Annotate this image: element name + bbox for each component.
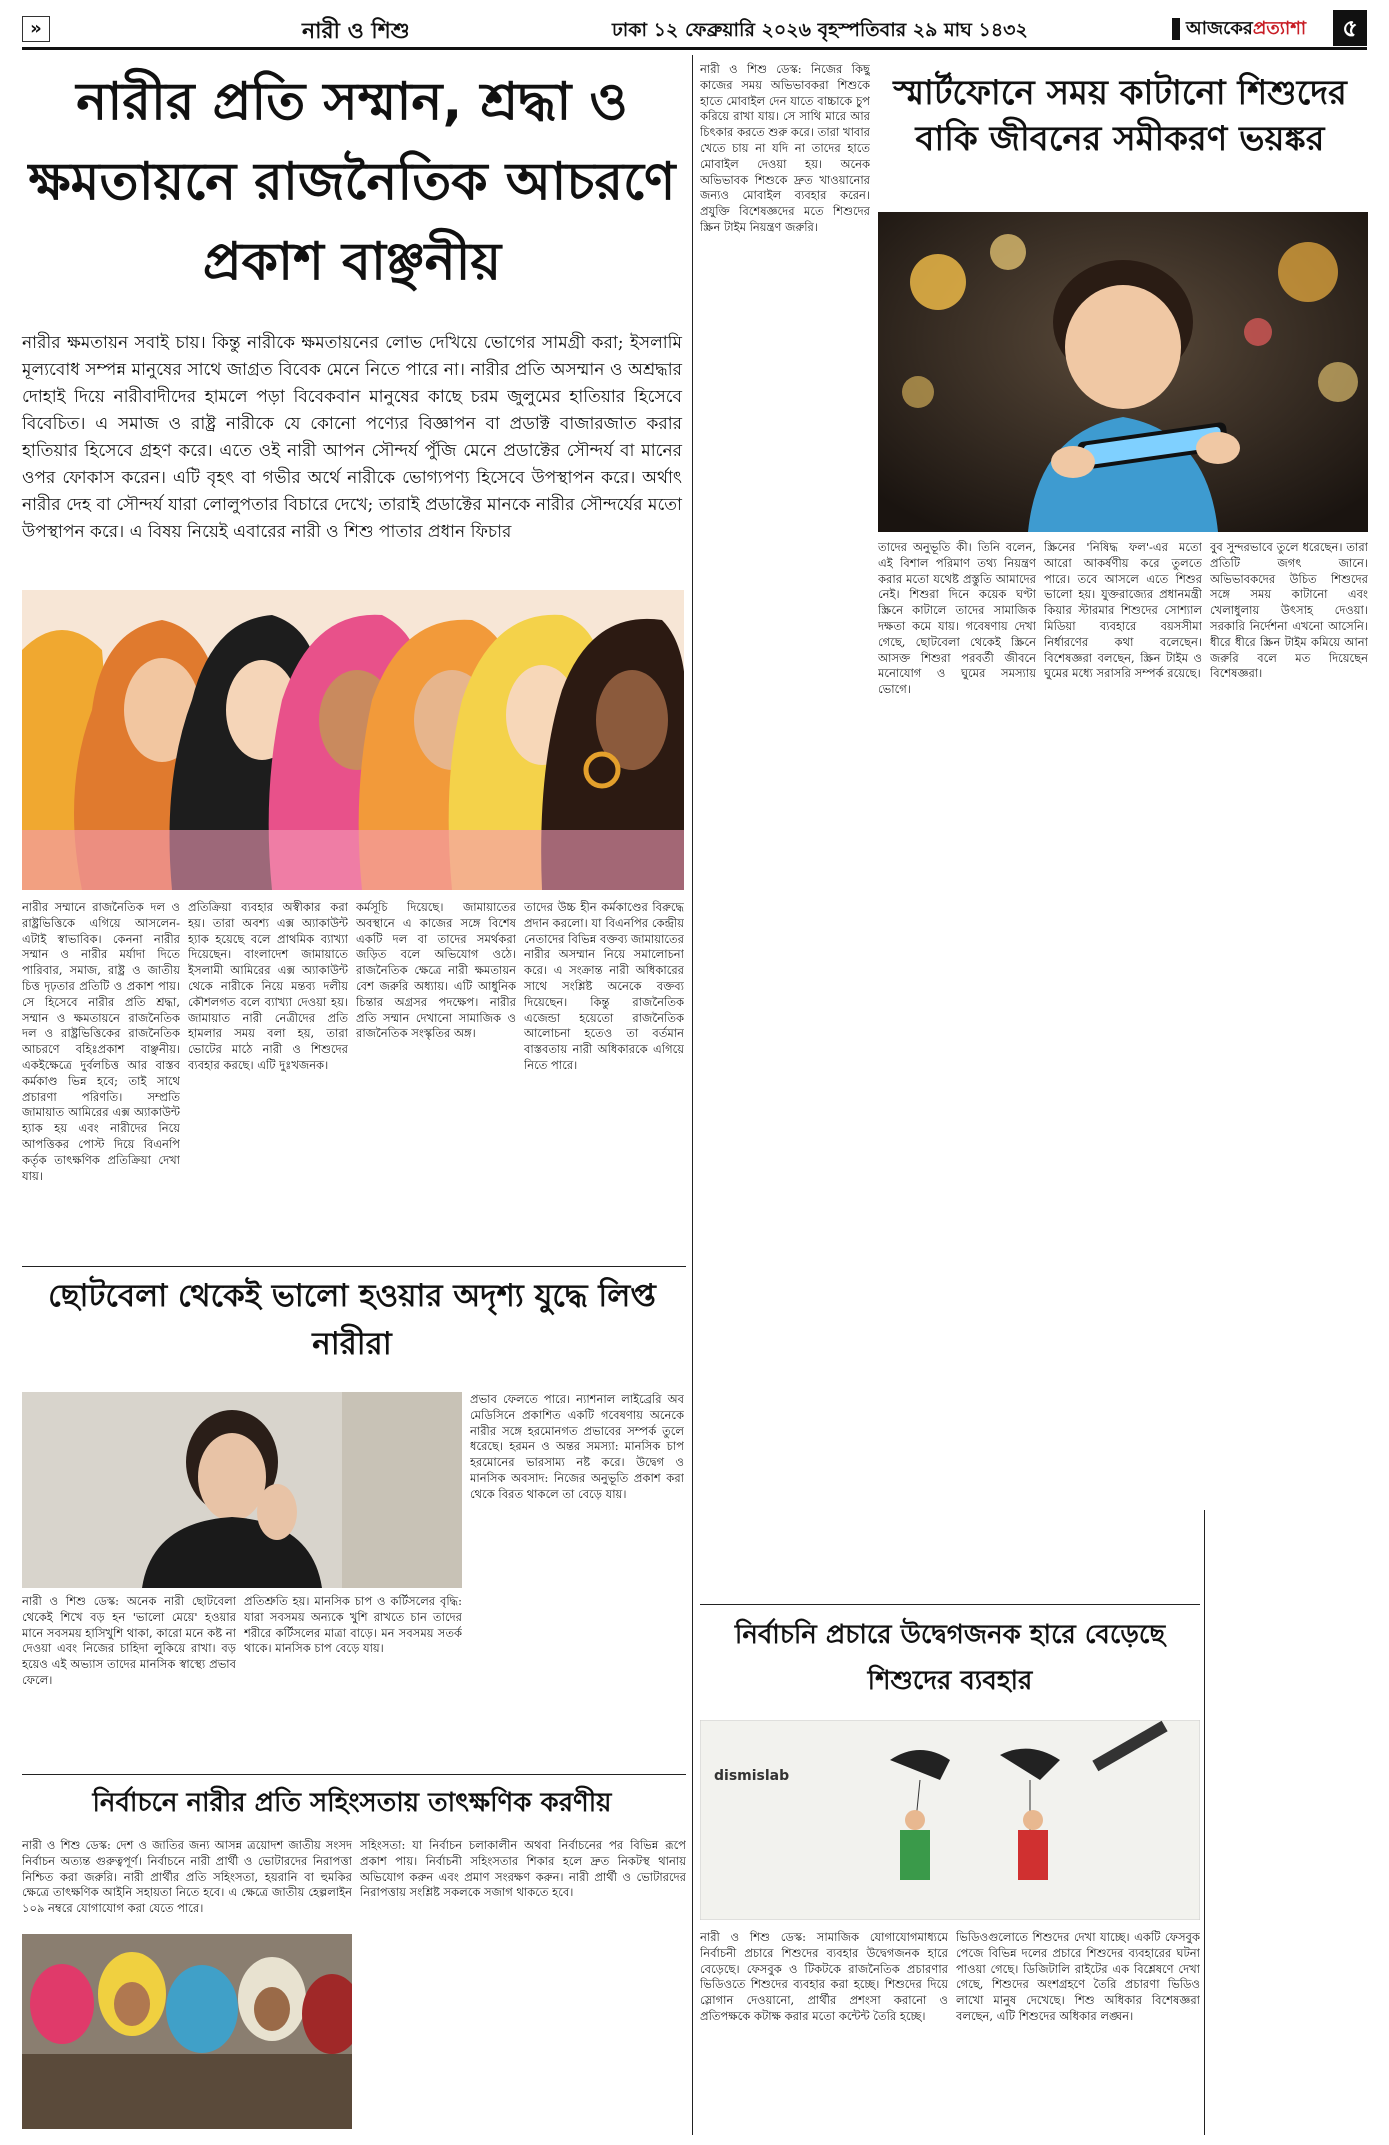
violence-text-2: সহিংসতা: যা নির্বাচন চলাকালীন অথবা নির্বাচনের পর বিভিন্ন রূপে প্রকাশ পায়। নির্বাচনী সহিংসতার শিকার হলে দ্রুত নিকটস্থ থানায় অভিযোগ করুন এবং প্রমাণ সংরক্ষণ করুন। নারী প্রার্থী ও ভোটারদের নিরাপত্তায় সংশ্লিষ্ট সকলকে সজাগ থাকতে হবে। <box>360 1838 686 1900</box>
lead-col-2: প্রতিক্রিয়া ব্যবহার অস্বীকার করা হয়। তারা অবশ্য এক্স অ্যাকাউন্ট হ্যাক হয়েছে বলে প্রাথমিক ব্যাখ্যা দিয়েছেন। বাংলাদেশ জামায়াতে ইসলামী আমিরের এক্স অ্যাকাউন্ট থেকে নারীকে নিয়ে মন্তব্য দলীয় কৌশলগত বলে ব্যাখ্যা দেওয়া হয়। জামায়াত নারী নেত্রীদের প্রতি হামলার সময় বলা হয়, তারা ভোটের মাঠে নারী ও শিশুদের ব্যবহার করছে। এটি দুঃখজনক। <box>188 900 348 1072</box>
nav-arrow-icon[interactable]: » <box>22 16 50 42</box>
dateline: ঢাকা ১২ ফেব্রুয়ারি ২০২৬ বৃহস্পতিবার ২৯ মাঘ ১৪৩২ <box>612 19 1028 41</box>
campaign-text-2: ভিডিওগুলোতে শিশুদের দেখা যাচ্ছে। একটি ফেসবুক পেজে বিভিন্ন দলের প্রচারে শিশুদের ব্যবহারের ঘটনা পাওয়া গেছে। ডিজিটালি রাইটের এক বিশ্লেষণে দেখা গেছে, শিশুদের অংশগ্রহণে তৈরি প্রচারণা ভিডিও লাখো মানুষ দেখেছে। শিশু অধিকার বিশেষজ্ঞরা বলছেন, এটি শিশুদের অধিকার লঙ্ঘন। <box>956 1930 1200 2023</box>
campaign-illustration <box>700 1720 1200 1920</box>
childhood-caption-2: প্রতিশ্রুতি হয়। মানসিক চাপ ও কর্টিসলের বৃদ্ধি: যারা সবসময় অন্যকে খুশি রাখতে চান তাদের শরীরে কর্টিসলের মাত্রা বাড়ে। মন সবসময় সতর্ক থাকে। মানসিক চাপ বেড়ে যায়। <box>244 1594 462 1656</box>
women-illustration <box>22 590 684 890</box>
woman-thinking-photo <box>22 1392 462 1588</box>
lead-intro: নারীর ক্ষমতায়ন সবাই চায়। কিন্তু নারীকে ক্ষমতায়নের লোভ দেখিয়ে ভোগের সামগ্রী করা; ইসলামি মূল্যবোধ সম্পন্ন মানুষের সাথে জাগ্রত বিবেক মেনে নিতে পারে না। নারীর প্রতি অসম্মান ও অশ্রদ্ধার দোহাই দিয়ে নারীবাদীদের হামলে পড়া বিবেকবান মানুষের কাছে চরম জুলুমের হাতিয়ার হিসেবে বিবেচিত। এ সমাজ ও রাষ্ট্র নারীকে যে কোনো পণ্যের বিজ্ঞাপন বা প্রডাক্ট বাজারজাত করার হাতিয়ার হিসেবে গ্রহণ করে। এতে ওই নারী আপন সৌন্দর্য পুঁজি মেনে প্রডাক্টের সৌন্দর্য বা মানের ওপর ফোকাস করেন। এটি বৃহৎ বা গভীর অর্থে নারীকে ভোগ্যপণ্য হিসেবে উপস্থাপন করে। অর্থাৎ নারীর দেহ বা সৌন্দর্য যারা লোলুপতার বিচারে দেখে; তারাই প্রডাক্টের মানকে নারীর সৌন্দর্যের মতো উপস্থাপন করে। এ বিষয় নিয়েই এবারের নারী ও শিশু পাতার প্রধান ফিচার <box>22 333 682 542</box>
smartphone-col-3: বুব সুন্দরভাবে তুলে ধরেছেন। তারা প্রতিটি জগৎ জানে। অভিভাবকদের উচিত শিশুদের সঙ্গে সময় কাটানো এবং খেলাধুলায় উৎসাহ দেওয়া। সরকারি নির্দেশনা এখনো আসেনি। ধীরে ধীরে স্ক্রিন টাইম কমিয়ে আনা জরুরি বলে মত দিয়েছেন বিশেষজ্ঞরা। <box>1210 540 1368 681</box>
smartphone-headline: স্মার্টফোনে সময় কাটানো শিশুদের বাকি জীবনের সমীকরণ ভয়ঙ্কর <box>893 73 1347 159</box>
page-number: ৫ <box>1333 10 1367 46</box>
child-smartphone-photo <box>878 212 1368 532</box>
masthead-logo: আজকেরপ্রত্যাশা <box>1172 14 1342 42</box>
childhood-right-text: প্রভাব ফেলতে পারে। ন্যাশনাল লাইব্রেরি অব মেডিসিনে প্রকাশিত একটি গবেষণায় অনেকে নারীর সঙ্গে হরমোনগত প্রভাবের সম্পর্ক তুলে ধরেছে। হরমন ও অন্তর সমস্যা: মানসিক চাপ হরমোনের ভারসাম্য নষ্ট করে। উদ্বেগ ও মানসিক অবসাদ: নিজের অনুভূতি প্রকাশ করা থেকে বিরত থাকলে তা বেড়ে যায়। <box>470 1392 684 1501</box>
logo-bar-icon <box>1172 18 1180 40</box>
smartphone-col-2: স্ক্রিনের 'নিষিদ্ধ ফল'-এর মতো আরো আকর্ষণীয় করে তুলতে পারে। তবে আসলে এতে শিশুর ভালো হয়। যুক্তরাজ্যের প্রধানমন্ত্রী কিয়ার স্টারমার শিশুদের সোশ্যাল মিডিয়া ব্যবহারে বয়সসীমা নির্ধারণের কথা বলেছেন। বিশেষজ্ঞরা বলছেন, স্ক্রিন টাইম ও ঘুমের মধ্যে সরাসরি সম্পর্ক রয়েছে। <box>1044 540 1202 681</box>
lead-col-4: তাদের উচ্চ হীন কর্মকাণ্ডের বিরুদ্ধে প্রদান করলো। যা বিএনপির কেন্দ্রীয় নেতাদের বিভিন্ন বক্তব্য জামায়াতের নারীর অসম্মান নিয়ে সমালোচনা করে। এ সংক্রান্ত নারী অধিকারের সাথে সংশ্লিষ্ট অনেকে বক্তব্য দিয়েছেন। কিন্তু রাজনৈতিক এজেন্ডা হয়েতো রাজনৈতিক আলোচনা হতেও তা বর্তমান বাস্তবতায় নারী অধিকারকে এগিয়ে নিতে পারে। <box>524 900 684 1072</box>
page-header <box>22 10 1367 50</box>
dismislab-logo: dismislab <box>714 1768 790 1784</box>
women-voters-photo <box>22 1934 352 2129</box>
childhood-caption: নারী ও শিশু ডেস্ক: অনেক নারী ছোটবেলা থেকেই শিখে বড় হন 'ভালো মেয়ে' হওয়ার মানে সবসময় হাসিখুশি থাকা, কারো মনে কষ্ট না দেওয়া এবং নিজের চাহিদা লুকিয়ে রাখা। বড় হয়েও এই অভ্যাস তাদের মানসিক স্বাস্থ্যে প্রভাব ফেলে। <box>22 1594 236 1687</box>
violence-text: নারী ও শিশু ডেস্ক: দেশ ও জাতির জন্য আসন্ন ত্রয়োদশ জাতীয় সংসদ নির্বাচন অত্যন্ত গুরুত্বপূর্ণ। নির্বাচনে নারী প্রার্থী ও ভোটারদের নিরাপত্তা নিশ্চিত করা জরুরি। নারী প্রার্থীর প্রতি সহিংসতা, হয়রানি বা হুমকির ক্ষেত্রে তাৎক্ষণিক আইনি সহায়তা নিতে হবে। এ ক্ষেত্রে জাতীয় হেল্পলাইন ১০৯ নম্বরে যোগাযোগ করা যেতে পারে। <box>22 1838 352 1916</box>
lead-col-1: নারীর সম্মানে রাজনৈতিক দল ও রাষ্ট্রভিত্তিকে এগিয়ে আসলেন- এটাই স্বাভাবিক। কেননা নারীর সম্মান ও নারীর মর্যাদা দিতে পারিবার, সমাজ, রাষ্ট্র ও জাতীয় চিত্ত দৃঢ়তার প্রতিটি ও প্রকাশ পায়। সে হিসেবে নারীর প্রতি শ্রদ্ধা, সম্মান ও ক্ষমতায়নে রাজনৈতিক দল ও রাষ্ট্রভিত্তিকের রাজনৈতিক আচরণে বহিঃপ্রকাশ বাঞ্ছনীয়। একইক্ষেত্রে দুর্বলচিত্ত আর বাস্তব কর্মকাণ্ড ভিন্ন হবে; তাই সাথে প্রচারণা পরিণতি। সম্প্রতি জামায়াত আমিরের এক্স অ্যাকাউন্ট হ্যাক হয় এবং নারীদের নিয়ে আপত্তিকর পোস্ট দিয়ে বিএনপি কর্তৃক তাৎক্ষণিক প্রতিক্রিয়া দেখা যায়। <box>22 900 180 1183</box>
violence-headline: নির্বাচনে নারীর প্রতি সহিংসতায় তাৎক্ষণিক করণীয় <box>92 1788 612 1818</box>
childhood-headline: ছোটবেলা থেকেই ভালো হওয়ার অদৃশ্য যুদ্ধে লিপ্ত নারীরা <box>48 1278 656 1362</box>
campaign-headline: নির্বাচনি প্রচারে উদ্বেগজনক হারে বেড়েছে শিশুদের ব্যবহার <box>734 1620 1166 1696</box>
campaign-text: নারী ও শিশু ডেস্ক: সামাজিক যোগাযোগমাধ্যমে নির্বাচনী প্রচারে শিশুদের ব্যবহার উদ্বেগজনক হারে বেড়েছে। ফেসবুক ও টিকটকে রাজনৈতিক প্রচারণার ভিডিওতে শিশুদের ব্যবহার করা হচ্ছে। শিশুদের দিয়ে স্লোগান দেওয়ানো, প্রার্থীর প্রশংসা করানো ও প্রতিপক্ষকে কটাক্ষ করার মতো কন্টেন্ট তৈরি হচ্ছে। <box>700 1930 948 2023</box>
smartphone-col-top: নারী ও শিশু ডেস্ক: নিজের কিছু কাজের সময় অভিভাবকরা শিশুকে হাতে মোবাইল দেন যাতে বাচ্চাকে চুপ করিয়ে রাখা যায়। সে সাথি মারে আর চিৎকার করতে শুরু করে। তারা খাবার খেতে চায় না যদি না তাদের হাতে মোবাইল দেওয়া হয়। অনেক অভিভাবক শিশুকে দ্রুত খাওয়ানোর জন্যও মোবাইল ব্যবহার করেন। প্রযুক্তি বিশেষজ্ঞদের মতে শিশুদের স্ক্রিন টাইম নিয়ন্ত্রণ জরুরি। <box>700 62 870 234</box>
smartphone-col-1: তাদের অনুভূতি কী। তিনি বলেন, এই বিশাল পরিমাণ তথ্য নিয়ন্ত্রণ করার মতো যথেষ্ট প্রস্তুতি আমাদের নেই। শিশুরা দিনে কয়েক ঘণ্টা স্ক্রিনে কাটালে তাদের সামাজিক দক্ষতা কমে যায়। গবেষণায় দেখা গেছে, ছোটবেলা থেকেই স্ক্রিনে আসক্ত শিশুরা পরবর্তী জীবনে মনোযোগ ও ঘুমের সমস্যায় ভোগে। <box>878 540 1036 697</box>
lead-col-3: কর্মসূচি দিয়েছে। জামায়াতের অবস্থানে এ কাজের সঙ্গে বিশেষ একটি দল বা তাদের সমর্থকরা জড়িত বলে অভিযোগ ওঠে। রাজনৈতিক ক্ষেত্রে নারী ক্ষমতায়ন বেশ জরুরি অধ্যায়। এটি আধুনিক চিন্তার অগ্রসর পদক্ষেপ। নারীর প্রতি সম্মান দেখানো সামাজিক ও রাজনৈতিক সংস্কৃতির অঙ্গ। <box>356 900 516 1041</box>
section-title: নারী ও শিশু <box>302 19 410 44</box>
lead-headline: নারীর প্রতি সম্মান, শ্রদ্ধা ও ক্ষমতায়নে রাজনৈতিক আচরণে প্রকাশ বাঞ্ছনীয় <box>28 72 676 292</box>
